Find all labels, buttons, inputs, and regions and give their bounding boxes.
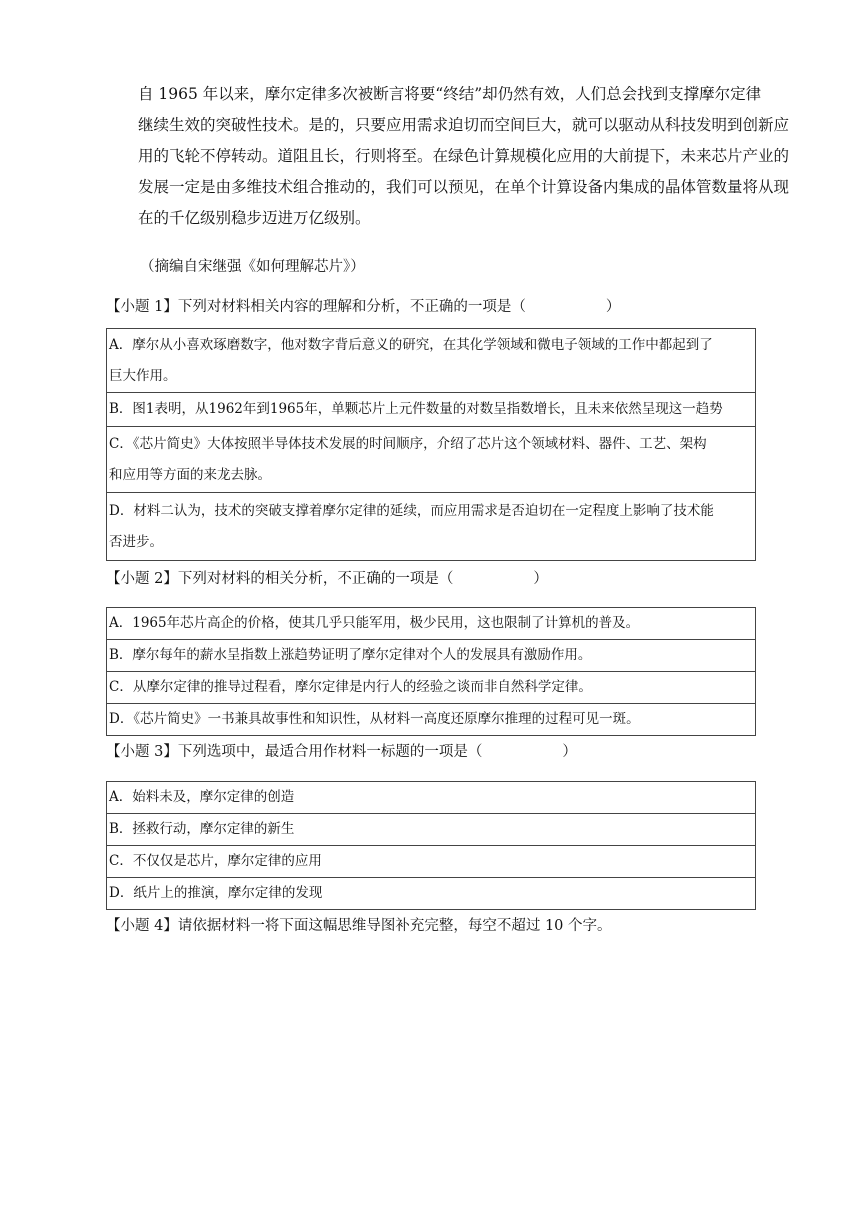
question-4-stem: [106, 915, 612, 937]
passage-line: 发展一定是由多维技术组合推动的，我们可以预见，在单个计算设备内集成的晶体管数量将从现: [138, 178, 790, 196]
option-a: A．始料未及，摩尔定律的创造: [107, 782, 756, 814]
option-c: C．《芯片简史》大体按照半导体技术发展的时间顺序，介绍了芯片这个领域材料、器件、工艺、架构 和应用等方面的来龙去脉。: [107, 427, 756, 493]
option-a: A．1965年芯片高企的价格，使其几乎只能军用，极少民用，这也限制了计算机的普及。: [107, 608, 756, 640]
question-4-text: 【小题 4】请依据材料一将下面这幅思维导图补充完整，每空不超过 10 个字。: [106, 918, 612, 934]
question-1-close-paren: ）: [605, 299, 621, 315]
question-2-close-paren: ）: [533, 571, 548, 587]
question-1-text: 【小题 1】下列对材料相关内容的理解和分析，不正确的一项是（: [106, 299, 526, 315]
option-a: A．摩尔从小喜欢琢磨数字，他对数字背后意义的研究，在其化学领域和微电子领域的工作中都起到了 巨大作用。: [107, 329, 756, 393]
option-d: D．材料二认为，技术的突破支撑着摩尔定律的延续，而应用需求是否迫切在一定程度上影响了技术能 否进步。: [107, 493, 756, 561]
question-3-options: [106, 781, 756, 910]
option-b: B．摩尔每年的薪水呈指数上涨趋势证明了摩尔定律对个人的发展具有激励作用。: [107, 640, 756, 672]
passage-line: 在的千亿级别稳步迈进万亿级别。: [138, 209, 371, 227]
question-3-stem: [106, 741, 577, 763]
passage-line: 继续生效的突破性技术。是的，只要应用需求迫切而空间巨大，就可以驱动从科技发明到创新应: [138, 116, 790, 134]
passage-line: 自 1965 年以来，摩尔定律多次被断言将要“终结”却仍然有效，人们总会找到支撑摩尔定律: [138, 85, 762, 103]
passage-line: 用的飞轮不停转动。道阻且长，行则将至。在绿色计算规模化应用的大前提下，未来芯片产业的: [138, 147, 790, 165]
passage-paragraph: [106, 79, 790, 234]
question-3-text: 【小题 3】下列选项中，最适合用作材料一标题的一项是（: [106, 744, 483, 760]
question-3-close-paren: ）: [562, 744, 577, 760]
option-c: C．从摩尔定律的推导过程看，摩尔定律是内行人的经验之谈而非自然科学定律。: [107, 672, 756, 704]
question-2-stem: [106, 568, 548, 590]
option-d: D．纸片上的推演，摩尔定律的发现: [107, 878, 756, 910]
question-2-options: [106, 607, 756, 736]
option-d: D．《芯片简史》一书兼具故事性和知识性，从材料一高度还原摩尔推理的过程可见一斑。: [107, 704, 756, 736]
question-1-options: [106, 328, 756, 561]
question-1-stem: [106, 296, 620, 318]
passage-source: （摘编自宋继强《如何理解芯片》）: [140, 259, 365, 275]
question-2-text: 【小题 2】下列对材料的相关分析，不正确的一项是（: [106, 571, 454, 587]
option-c: C．不仅仅是芯片，摩尔定律的应用: [107, 846, 756, 878]
option-b: B．拯救行动，摩尔定律的新生: [107, 814, 756, 846]
option-b: B．图1表明，从1962年到1965年，单颗芯片上元件数量的对数呈指数增长，且未来依然呈现这一趋势: [107, 393, 756, 427]
